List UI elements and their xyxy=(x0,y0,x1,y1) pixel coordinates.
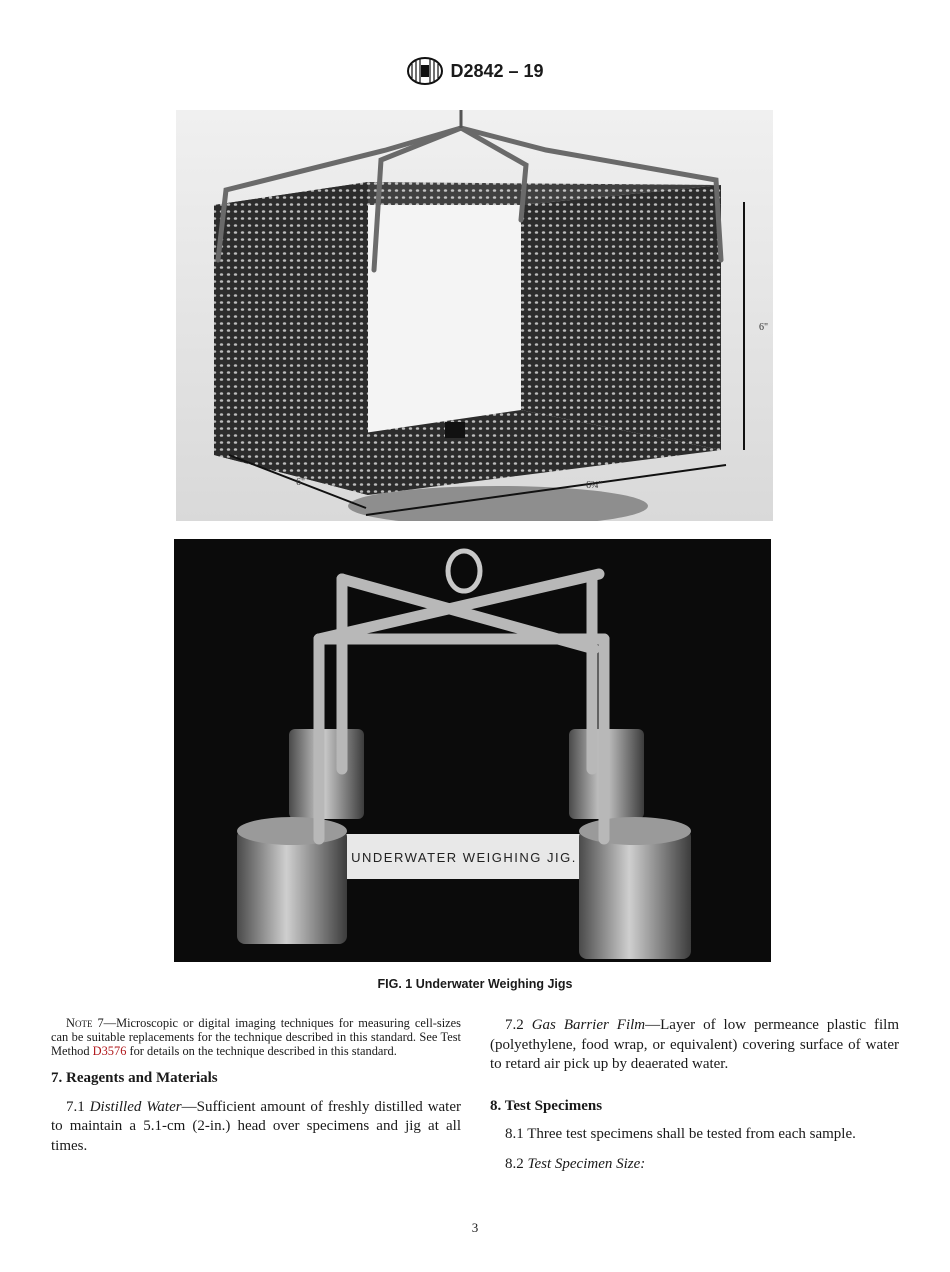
dim-depth-label: 6¾" xyxy=(586,480,603,491)
para-8-2: 8.2 Test Specimen Size: xyxy=(505,1155,646,1172)
section-8-heading: 8. Test Specimens xyxy=(490,1097,603,1114)
para-7-2: 7.2 Gas Barrier Film—Layer of low permeance plastic film (polyethylene, food wrap, or equivalent) covering surface of water to retard air pick up by deaerated water. xyxy=(490,1017,900,1072)
section-7-heading: 7. Reagents and Materials xyxy=(51,1070,218,1086)
page-number: 3 xyxy=(471,1220,479,1235)
figure-photo-weighing-jig xyxy=(174,539,771,962)
astm-logo-icon xyxy=(406,56,444,86)
figure-caption: FIG. 1 Underwater Weighing Jigs xyxy=(377,977,573,991)
left-column xyxy=(51,1016,461,1166)
para-7-1: 7.1 Distilled Water—Sufficient amount of freshly distilled water to maintain a 5.1-cm (2-in.) head over specimens and jig at all times. xyxy=(51,1098,462,1154)
figure-photo-basket-jig xyxy=(176,110,773,521)
page-header xyxy=(0,56,950,86)
para-8-1: 8.1 Three test specimens shall be tested from each sample. xyxy=(505,1126,856,1142)
standard-designation: D2842 – 19 xyxy=(450,60,544,81)
dim-height-label: 6" xyxy=(759,322,769,333)
note-7: Note 7—Microscopic or digital imaging techniques for measuring cell-sizes can be suitable replacements for the technique described in this standard. See Test Method D3576 for details on the technique described in this standard. xyxy=(51,1016,461,1058)
d3576-link[interactable]: D3576 xyxy=(92,1044,127,1058)
dim-width-label: 6" xyxy=(296,477,306,488)
right-column xyxy=(490,1016,899,1184)
jig-label-card: UNDERWATER WEIGHING JIG. xyxy=(351,850,577,865)
